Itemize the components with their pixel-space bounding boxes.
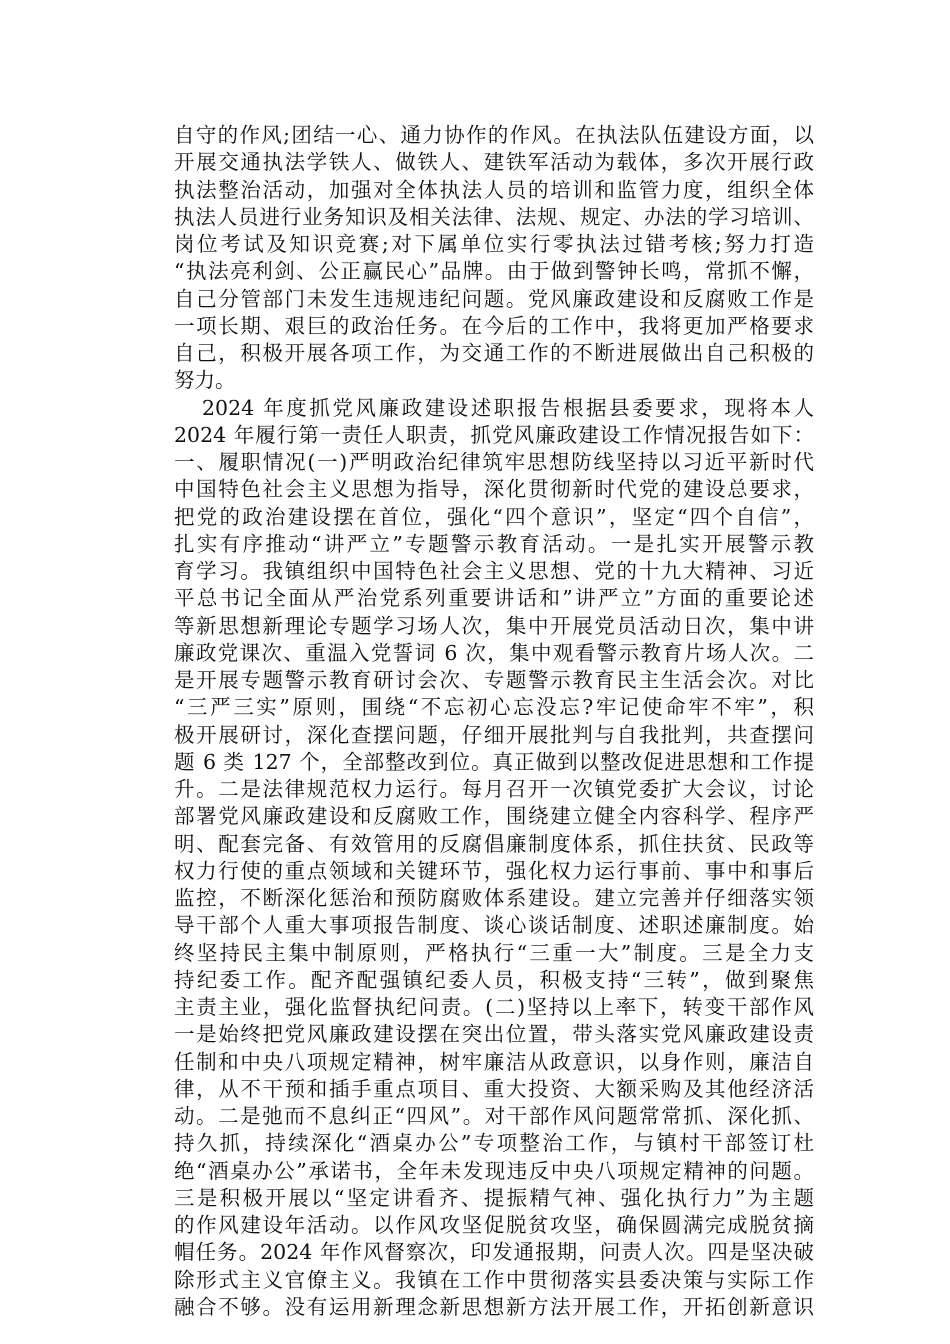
text-line: 是开展专题警示教育研讨会次、专题警示教育民主生活会次。对比	[174, 668, 814, 692]
text-line: 明、配套完备、有效管用的反腐倡廉制度体系，抓住扶贫、民政等	[174, 831, 814, 856]
text-line: 监控，不断深化惩治和预防腐败体系建设。建立完善并仔细落实领	[174, 886, 814, 910]
text-line: “执法亮利剑、公正赢民心”品牌。由于做到警钟长鸣，常抓不懈，	[174, 259, 814, 284]
text-line: 绝“酒桌办公”承诺书，全年未发现违反中央八项规定精神的问题。	[174, 1158, 814, 1183]
text-line: 中国特色社会主义思想为指导，深化贯彻新时代党的建设总要求，	[174, 477, 814, 502]
text-line: 极开展研讨，深化查摆问题，仔细开展批判与自我批判，共查摆问	[174, 722, 814, 747]
text-line: 执法整治活动，加强对全体执法人员的培训和监管力度，组织全体	[174, 177, 814, 202]
text-line: 律，从不干预和插手重点项目、重大投资、大额采购及其他经济活	[174, 1076, 814, 1101]
text-line: 2024 年履行第一责任人职责，抓党风廉政建设工作情况报告如下：	[174, 422, 814, 447]
text-line: 岗位考试及知识竞赛;对下属单位实行零执法过错考核;努力打造	[174, 232, 814, 256]
text-line: 任制和中央八项规定精神，树牢廉洁从政意识，以身作则，廉洁自	[174, 1049, 814, 1074]
text-line: 平总书记全面从严治党系列重要讲话和”讲严立”方面的重要论述	[174, 586, 814, 611]
text-line: 的作风建设年活动。以作风攻坚促脱贫攻坚，确保圆满完成脱贫摘	[174, 1213, 814, 1237]
text-line: 扎实有序推动“讲严立”专题警示教育活动。一是扎实开展警示教	[174, 531, 814, 556]
text-line: 帽任务。2024 年作风督察次，印发通报期，问责人次。四是坚决破	[174, 1240, 814, 1265]
text-line: 廉政党课次、重温入党誓词 6 次，集中观看警示教育片场人次。二	[174, 640, 814, 665]
text-line: 自守的作风;团结一心、通力协作的作风。在执法队伍建设方面，以	[174, 123, 814, 147]
text-line: 持纪委工作。配齐配强镇纪委人员，积极支持“三转”，做到聚焦	[174, 967, 814, 992]
text-line: 导干部个人重大事项报告制度、谈心谈话制度、述职述廉制度。始	[174, 913, 814, 938]
text-line: 一项长期、艰巨的政治任务。在今后的工作中，我将更加严格要求	[174, 313, 814, 338]
text-line: 动。二是弛而不息纠正“四风”。对干部作风问题常常抓、深化抓、	[174, 1104, 814, 1128]
text-line: 持久抓，持续深化“酒桌办公”专项整治工作，与镇村干部签订杜	[174, 1131, 814, 1156]
text-line: 把党的政治建设摆在首位，强化“四个意识”，坚定“四个自信”，	[174, 504, 814, 529]
text-line: 部署党风廉政建设和反腐败工作，围绕建立健全内容科学、程序严	[174, 804, 814, 829]
body-text	[174, 122, 814, 1321]
text-line: 自己分管部门未发生违规违纪问题。党风廉政建设和反腐败工作是	[174, 286, 814, 311]
text-line: 自己，积极开展各项工作，为交通工作的不断进展做出自己积极的	[174, 341, 814, 365]
text-line: 一、履职情况(一)严明政治纪律筑牢思想防线坚持以习近平新时代	[174, 450, 814, 474]
text-line: 题 6 类 127 个，全部整改到位。真正做到以整改促进思想和工作提	[174, 749, 814, 774]
text-line: 除形式主义官僚主义。我镇在工作中贯彻落实县委决策与实际工作	[174, 1267, 814, 1292]
text-line: 升。二是法律规范权力运行。每月召开一次镇党委扩大会议，讨论	[174, 777, 814, 801]
text-line: “三严三实”原则，围绕“不忘初心忘没忘?牢记使命牢不牢”，积	[174, 695, 814, 720]
text-line: 一是始终把党风廉政建设摆在突出位置，带头落实党风廉政建设责	[174, 1022, 814, 1047]
text-line: 等新思想新理论专题学习场人次，集中开展党员活动日次，集中讲	[174, 613, 814, 638]
text-line: 三是积极开展以“坚定讲看齐、提振精气神、强化执行力”为主题	[174, 1185, 814, 1210]
paragraph-first-line: 2024 年度抓党风廉政建设述职报告根据县委要求，现将本人	[202, 395, 814, 420]
text-line: 执法人员进行业务知识及相关法律、法规、规定、办法的学习培训、	[174, 204, 814, 229]
text-line: 权力行使的重点领域和关键环节，强化权力运行事前、事中和事后	[174, 858, 814, 883]
text-line: 终坚持民主集中制原则，严格执行“三重一大”制度。三是全力支	[174, 940, 814, 965]
text-line: 努力。	[174, 368, 236, 393]
text-line: 主责主业，强化监督执纪问责。(二)坚持以上率下，转变干部作风	[174, 995, 814, 1019]
text-line: 育学习。我镇组织中国特色社会主义思想、党的十九大精神、习近	[174, 559, 814, 583]
text-line: 融合不够。没有运用新理念新思想新方法开展工作，开拓创新意识	[174, 1294, 814, 1319]
text-line: 开展交通执法学铁人、做铁人、建铁军活动为载体，多次开展行政	[174, 150, 814, 175]
